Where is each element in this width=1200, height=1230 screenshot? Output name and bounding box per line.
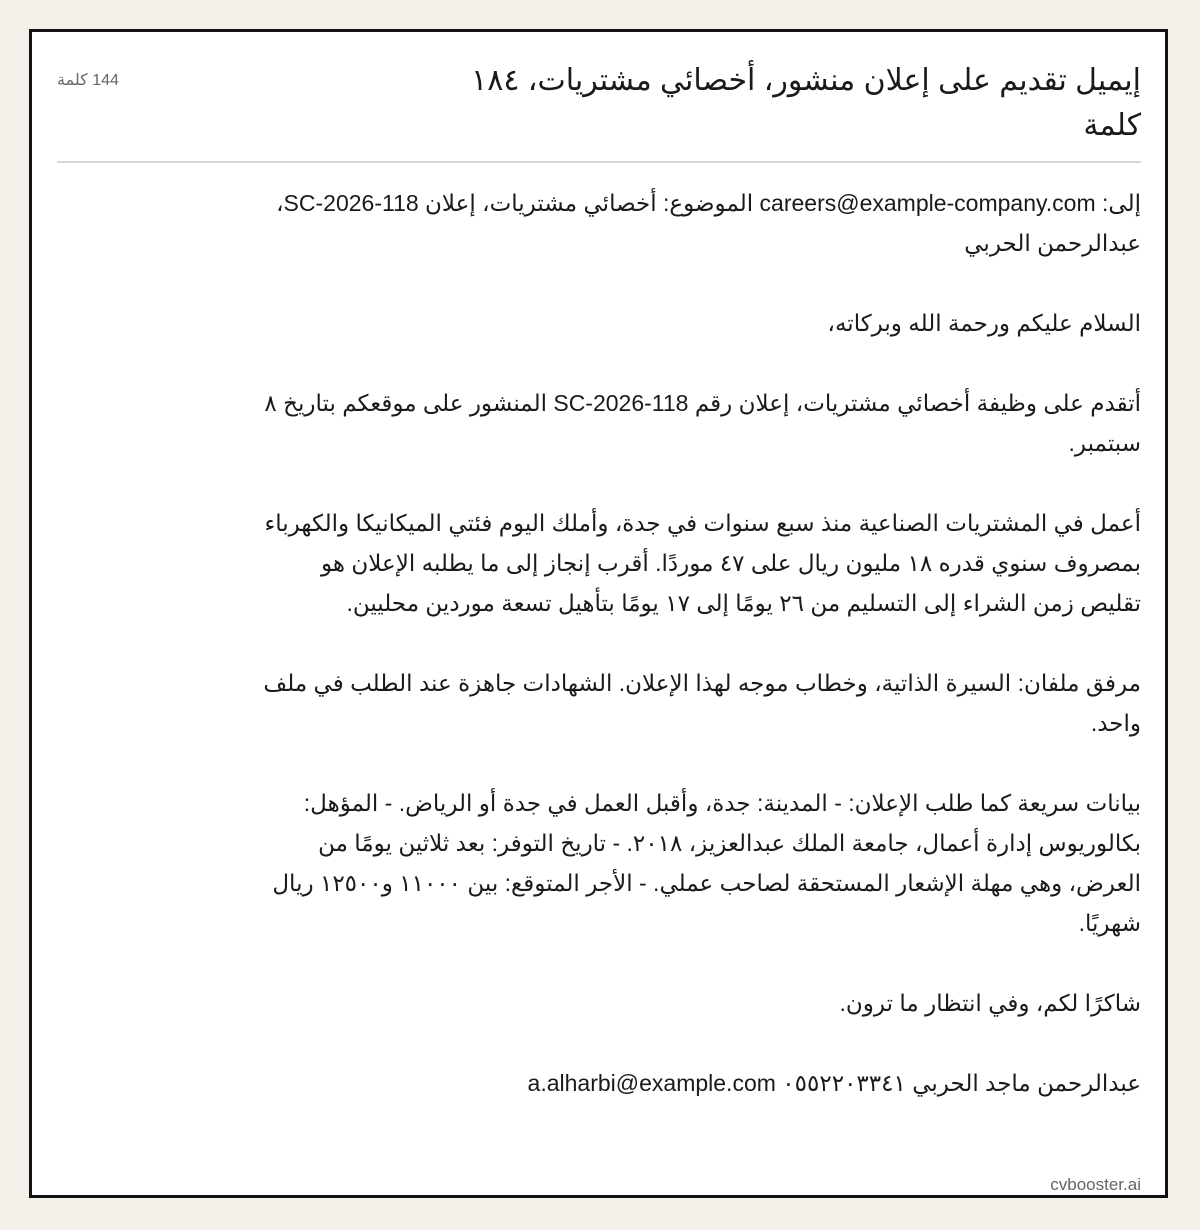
word-count-label: 144 كلمة: [57, 72, 119, 89]
email-body: [261, 183, 1141, 1103]
email-greeting: السلام عليكم ورحمة الله وبركاته،: [827, 310, 1141, 336]
email-document-card: [29, 29, 1168, 1198]
email-header-line: إلى: careers@example-company.com الموضوع: أخصائي مشتريات، إعلان SC-2026-118، عبدالرحمن الحربي: [276, 190, 1141, 256]
title-divider: [57, 161, 1141, 163]
document-title: إيميل تقديم على إعلان منشور، أخصائي مشتريات، ١٨٤ كلمة: [471, 64, 1141, 142]
email-signature: عبدالرحمن ماجد الحربي ٠٥٥٢٢٠٣٣٤١ a.alharbi@example.com: [527, 1070, 1141, 1096]
email-intro-paragraph: أتقدم على وظيفة أخصائي مشتريات، إعلان رقم SC-2026-118 المنشور على موقعكم بتاريخ ٨ سبتمبر.: [264, 390, 1141, 456]
brand-watermark: cvbooster.ai: [1050, 1175, 1141, 1194]
email-experience-paragraph: أعمل في المشتريات الصناعية منذ سبع سنوات في جدة، وأملك اليوم فئتي الميكانيكا والكهرباء بمصروف سنوي قدره ١٨ مليون ريال على ٤٧ موردًا. أقرب إنجاز إلى ما يطلبه الإعلان هو تقليص زمن الشراء إلى التسليم من ٢٦ يومًا إلى ١٧ يومًا بتأهيل تسعة موردين محليين.: [264, 510, 1141, 616]
email-closing: شاكرًا لكم، وفي انتظار ما ترون.: [839, 990, 1141, 1016]
email-attachments-paragraph: مرفق ملفان: السيرة الذاتية، وخطاب موجه لهذا الإعلان. الشهادات جاهزة عند الطلب في ملف واحد.: [263, 670, 1141, 736]
email-quick-data-paragraph: بيانات سريعة كما طلب الإعلان: - المدينة: جدة، وأقبل العمل في جدة أو الرياض. - المؤهل: بكالوريوس إدارة أعمال، جامعة الملك عبدالعزيز، ٢٠١٨. - تاريخ التوفر: بعد ثلاثين يومًا من العرض، وهي مهلة الإشعار المستحقة لصاحب عملي. - الأجر المتوقع: بين ١١٠٠٠ و١٢٥٠٠ ريال شهريًا.: [272, 790, 1141, 936]
